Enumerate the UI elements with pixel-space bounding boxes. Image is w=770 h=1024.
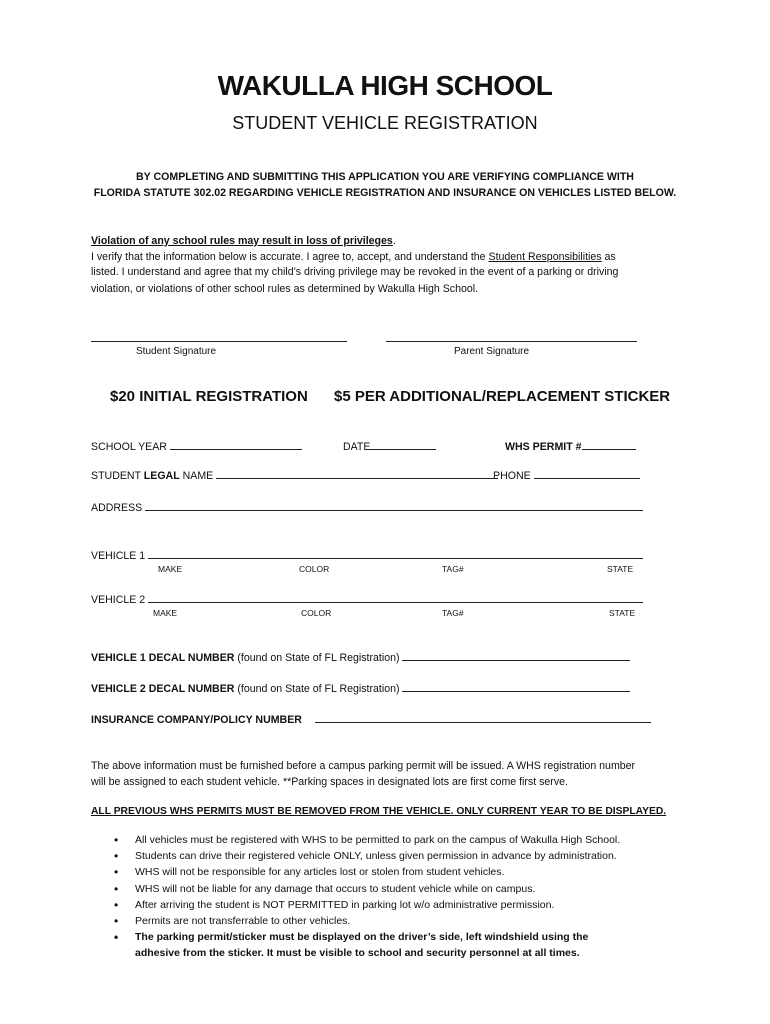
- compliance-notice-line1: BY COMPLETING AND SUBMITTING THIS APPLICATION YOU ARE VERIFYING COMPLIANCE WITH: [136, 171, 634, 183]
- decal1-field: [91, 651, 630, 664]
- decal2-label: VEHICLE 2 DECAL NUMBER: [91, 683, 235, 695]
- student-signature-label: Student Signature: [136, 346, 217, 357]
- address-field: [91, 501, 643, 514]
- vehicle1-tag-label: TAG#: [442, 564, 464, 574]
- date-field: [343, 440, 436, 453]
- whs-permit-label: WHS PERMIT #: [505, 441, 582, 453]
- removal-notice: ALL PREVIOUS WHS PERMITS MUST BE REMOVED FROM THE VEHICLE. ONLY CURRENT YEAR TO BE DISPLAYED.: [91, 806, 667, 817]
- final-rule-line1: The parking permit/sticker must be displayed on the driver’s side, left windshield using the: [135, 931, 589, 944]
- whs-permit-field: [505, 440, 636, 453]
- vehicle1-make-label: MAKE: [158, 564, 183, 574]
- vehicle2-color-label: COLOR: [301, 608, 332, 618]
- rules-list: [108, 832, 620, 962]
- info-line1: The above information must be furnished before a campus parking permit will be issued. A WHS registration number: [91, 760, 636, 772]
- student-name-field: [91, 469, 498, 482]
- vehicle2-make-label: MAKE: [153, 608, 178, 618]
- info-line2: will be assigned to each student vehicle. **Parking spaces in designated lots are first come first serve.: [91, 776, 568, 788]
- vehicle2-tag-label: TAG#: [442, 608, 464, 618]
- phone-field: [493, 469, 640, 482]
- rule-item: • All vehicles must be registered with WHS to be permitted to park on the campus of Wakulla High School.: [108, 832, 620, 848]
- school-name: WAKULLA HIGH SCHOOL: [217, 70, 553, 101]
- student-label-pre: STUDENT: [91, 470, 144, 482]
- violation-period: .: [392, 235, 396, 247]
- student-name-label: NAME: [179, 470, 214, 482]
- phone-label: PHONE: [493, 470, 531, 482]
- rule-item: • Permits are not transferrable to other vehicles.: [108, 913, 620, 929]
- student-name-input[interactable]: [216, 469, 498, 479]
- decal1-label: VEHICLE 1 DECAL NUMBER: [91, 652, 235, 664]
- vehicle1-color-label: COLOR: [299, 564, 330, 574]
- rule-item: • WHS will not be responsible for any articles lost or stolen from student vehicles.: [108, 864, 620, 880]
- phone-input[interactable]: [534, 469, 640, 479]
- insurance-label: INSURANCE COMPANY/POLICY NUMBER: [91, 714, 302, 726]
- agreement-line3: violation, or violations of other school rules as determined by Wakulla High School.: [91, 283, 479, 295]
- additional-sticker-fee: $5 PER ADDITIONAL/REPLACEMENT STICKER: [334, 388, 671, 405]
- agreement-line2: listed. I understand and agree that my child’s driving privilege may be revoked in the event of a parking or driving: [91, 266, 619, 278]
- address-input[interactable]: [145, 501, 643, 511]
- insurance-input[interactable]: [315, 713, 651, 723]
- vehicle1-label: VEHICLE 1: [91, 550, 146, 562]
- student-signature-line[interactable]: [91, 341, 347, 342]
- decal1-input[interactable]: [402, 651, 630, 661]
- decal1-note: (found on State of FL Registration): [234, 652, 403, 664]
- form-title: STUDENT VEHICLE REGISTRATION: [232, 113, 538, 133]
- vehicle2-state-label: STATE: [609, 608, 636, 618]
- agreement-line1: [91, 251, 616, 263]
- final-rule-line2: adhesive from the sticker. It must be visible to school and security personnel at all times.: [135, 947, 580, 960]
- parent-signature-line[interactable]: [386, 341, 637, 342]
- agreement-line1-text: I verify that the information below is accurate. I agree to, accept, and understand the: [91, 251, 489, 263]
- rule-item: • Students can drive their registered vehicle ONLY, unless given permission in advance by administration.: [108, 848, 620, 864]
- decal2-input[interactable]: [402, 682, 630, 692]
- compliance-notice-line2: FLORIDA STATUTE 302.02 REGARDING VEHICLE REGISTRATION AND INSURANCE ON VEHICLES LISTED BELOW.: [93, 187, 677, 199]
- parent-signature-label: Parent Signature: [454, 346, 530, 357]
- school-year-field: [91, 440, 302, 453]
- rule-item: • After arriving the student is NOT PERMITTED in parking lot w/o administrative permission.: [108, 897, 620, 913]
- vehicle1-state-label: STATE: [607, 564, 634, 574]
- initial-registration-fee: $20 INITIAL REGISTRATION: [110, 388, 308, 405]
- decal2-field: [91, 682, 630, 695]
- student-responsibilities-link[interactable]: Student Responsibilities: [488, 251, 602, 263]
- insurance-field: [91, 713, 651, 726]
- school-year-input[interactable]: [170, 440, 302, 450]
- agreement-line1-end: as: [601, 251, 616, 263]
- date-label: DATE: [343, 441, 371, 453]
- date-input[interactable]: [370, 440, 436, 450]
- vehicle2-label: VEHICLE 2: [91, 594, 146, 606]
- student-legal-label: LEGAL: [143, 470, 180, 482]
- violation-heading: Violation of any school rules may result in loss of privileges: [91, 235, 393, 247]
- rule-item-final: [108, 929, 620, 961]
- vehicle1-field: [91, 549, 643, 562]
- school-year-label: SCHOOL YEAR: [91, 441, 167, 453]
- violation-line: [91, 235, 396, 247]
- decal2-note: (found on State of FL Registration): [234, 683, 403, 695]
- whs-permit-input[interactable]: [582, 440, 636, 450]
- rule-item: • WHS will not be liable for any damage that occurs to student vehicle while on campus.: [108, 881, 620, 897]
- vehicle1-input[interactable]: [148, 549, 643, 559]
- vehicle2-input[interactable]: [148, 593, 643, 603]
- vehicle2-field: [91, 593, 643, 606]
- address-label: ADDRESS: [91, 502, 143, 514]
